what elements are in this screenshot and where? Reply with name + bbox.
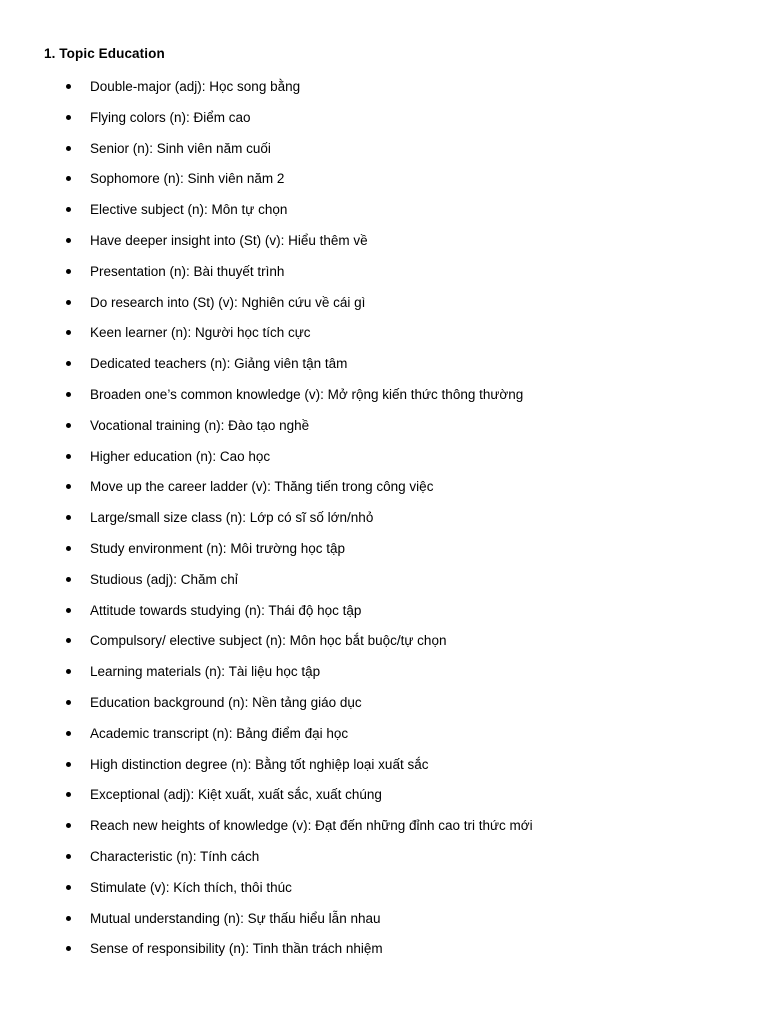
list-item	[0, 601, 768, 632]
list-item-text: Education background (n): Nền tảng giáo dục	[90, 694, 362, 710]
list-item-text: Presentation (n): Bài thuyết trình	[90, 263, 285, 279]
list-item-text: Have deeper insight into (St) (v): Hiểu thêm về	[90, 232, 368, 248]
bullet-icon	[66, 454, 71, 459]
bullet-icon	[66, 916, 71, 921]
list-item	[0, 77, 768, 108]
list-item	[0, 293, 768, 324]
list-item	[0, 878, 768, 909]
list-item-text: Reach new heights of knowledge (v): Đạt đến những đỉnh cao tri thức mới	[90, 818, 533, 834]
list-item-text: Do research into (St) (v): Nghiên cứu về cái gì	[90, 294, 366, 310]
list-item	[0, 847, 768, 878]
list-item-text: High distinction degree (n): Bằng tốt nghiệp loại xuất sắc	[90, 756, 429, 772]
bullet-icon	[66, 854, 71, 859]
bullet-icon	[66, 300, 71, 305]
list-item	[0, 354, 768, 385]
list-item	[0, 447, 768, 478]
list-item-text: Double-major (adj): Học song bằng	[90, 79, 301, 94]
section-heading: 1. Topic Education	[44, 46, 165, 61]
bullet-icon	[66, 515, 71, 520]
list-item-text: Dedicated teachers (n): Giảng viên tận tâm	[90, 356, 348, 372]
bullet-icon	[66, 423, 71, 428]
list-item-text: Large/small size class (n): Lớp có sĩ số lớn/nhỏ	[90, 510, 374, 526]
list-item	[0, 385, 768, 416]
bullet-icon	[66, 823, 71, 828]
bullet-icon	[66, 638, 71, 643]
list-item-text: Exceptional (adj): Kiệt xuất, xuất sắc, xuất chúng	[90, 787, 382, 803]
list-item-text: Attitude towards studying (n): Thái độ học tập	[90, 602, 362, 618]
bullet-icon	[66, 792, 71, 797]
list-item	[0, 200, 768, 231]
list-item-text: Learning materials (n): Tài liệu học tập	[90, 664, 321, 680]
list-item-text: Sense of responsibility (n): Tinh thần trách nhiệm	[90, 941, 383, 957]
list-item-text: Stimulate (v): Kích thích, thôi thúc	[90, 879, 292, 895]
bullet-icon	[66, 269, 71, 274]
list-item	[0, 816, 768, 847]
bullet-icon	[66, 762, 71, 767]
list-item-text: Move up the career ladder (v): Thăng tiến trong công việc	[90, 479, 434, 495]
bullet-icon	[66, 238, 71, 243]
list-item	[0, 323, 768, 354]
list-item-text: Sophomore (n): Sinh viên năm 2	[90, 171, 285, 187]
bullet-icon	[66, 84, 71, 89]
list-item	[0, 231, 768, 262]
list-item	[0, 477, 768, 508]
vocabulary-list	[0, 77, 768, 970]
list-item-text: Studious (adj): Chăm chỉ	[90, 571, 238, 587]
list-item	[0, 108, 768, 139]
bullet-icon	[66, 700, 71, 705]
list-item	[0, 139, 768, 170]
list-item-text: Keen learner (n): Người học tích cực	[90, 325, 311, 341]
list-item	[0, 508, 768, 539]
list-item	[0, 724, 768, 755]
list-item-text: Flying colors (n): Điểm cao	[90, 109, 251, 125]
bullet-icon	[66, 361, 71, 366]
bullet-icon	[66, 330, 71, 335]
bullet-icon	[66, 885, 71, 890]
list-item-text: Vocational training (n): Đào tạo nghề	[90, 417, 310, 433]
bullet-icon	[66, 146, 71, 151]
list-item	[0, 416, 768, 447]
list-item-text: Broaden one’s common knowledge (v): Mở rộng kiến thức thông thường	[90, 386, 524, 402]
list-item	[0, 755, 768, 786]
list-item	[0, 631, 768, 662]
list-item-text: Characteristic (n): Tính cách	[90, 848, 260, 864]
bullet-icon	[66, 392, 71, 397]
list-item	[0, 693, 768, 724]
bullet-icon	[66, 176, 71, 181]
bullet-icon	[66, 669, 71, 674]
list-item-text: Mutual understanding (n): Sự thấu hiểu lẫn nhau	[90, 910, 381, 926]
list-item	[0, 570, 768, 601]
bullet-icon	[66, 577, 71, 582]
bullet-icon	[66, 731, 71, 736]
list-item	[0, 169, 768, 200]
list-item	[0, 785, 768, 816]
list-item	[0, 262, 768, 293]
bullet-icon	[66, 946, 71, 951]
list-item	[0, 909, 768, 940]
list-item-text: Senior (n): Sinh viên năm cuối	[90, 140, 271, 156]
bullet-icon	[66, 115, 71, 120]
list-item	[0, 539, 768, 570]
bullet-icon	[66, 207, 71, 212]
bullet-icon	[66, 484, 71, 489]
list-item-text: Study environment (n): Môi trường học tập	[90, 540, 346, 556]
list-item	[0, 939, 768, 970]
list-item-text: Academic transcript (n): Bảng điểm đại học	[90, 725, 349, 741]
list-item-text: Compulsory/ elective subject (n): Môn học bắt buộc/tự chọn	[90, 633, 447, 649]
bullet-icon	[66, 546, 71, 551]
bullet-icon	[66, 608, 71, 613]
list-item	[0, 662, 768, 693]
list-item-text: Higher education (n): Cao học	[90, 448, 271, 464]
list-item-text: Elective subject (n): Môn tự chọn	[90, 202, 288, 218]
